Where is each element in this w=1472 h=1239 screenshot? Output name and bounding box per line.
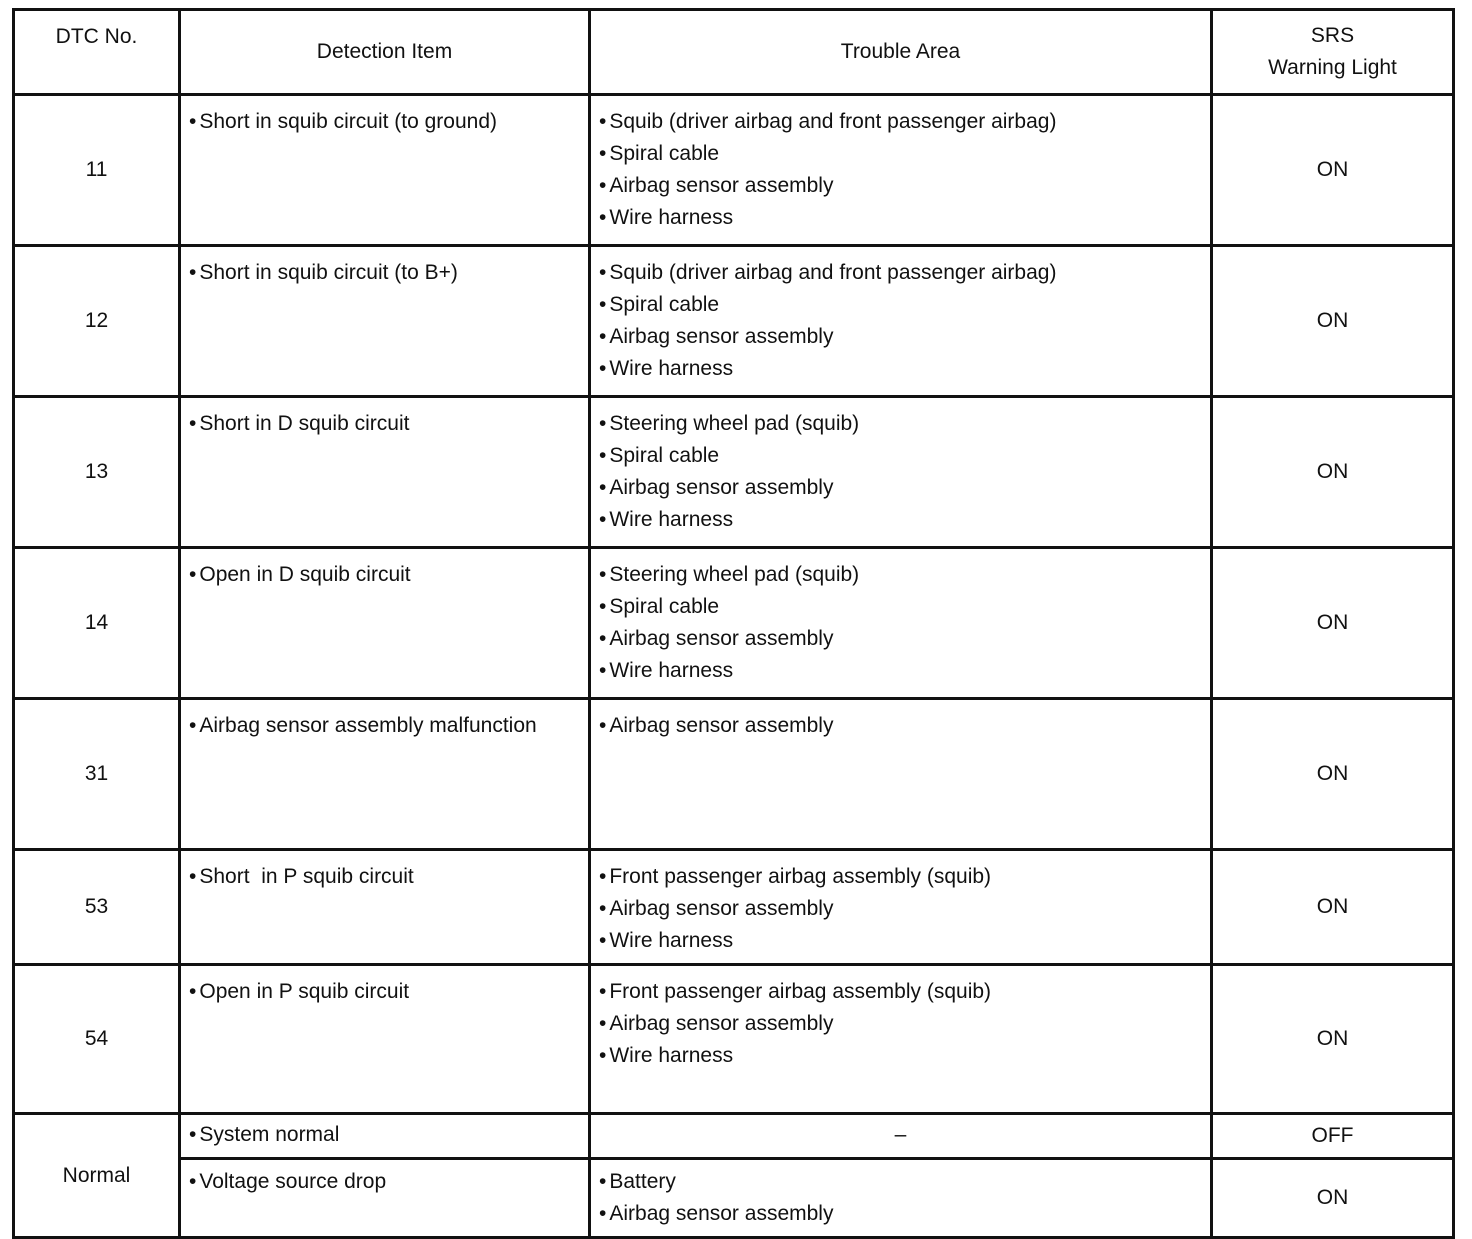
header-srs: [1212, 10, 1454, 95]
header-dtc: DTC No.: [14, 10, 180, 95]
srs-light-status: OFF: [1212, 1114, 1454, 1159]
srs-light-status: ON: [1212, 397, 1454, 548]
detection-item: • Airbag sensor assembly malfunction: [180, 699, 590, 850]
trouble-item: • Airbag sensor assembly: [599, 170, 1202, 202]
srs-light-status: ON: [1212, 850, 1454, 965]
dtc-code: 12: [14, 246, 180, 397]
trouble-item: • Front passenger airbag assembly (squib): [599, 861, 1202, 893]
dtc-table: [12, 8, 1455, 1239]
detection-item: • Voltage source drop: [180, 1159, 590, 1238]
detection-item: • Short in P squib circuit: [180, 850, 590, 965]
trouble-item: • Spiral cable: [599, 289, 1202, 321]
trouble-item: • Squib (driver airbag and front passenger airbag): [599, 106, 1202, 138]
trouble-item: • Wire harness: [599, 353, 1202, 385]
header-row: [14, 10, 1454, 95]
trouble-area: [590, 965, 1212, 1114]
dtc-code: 31: [14, 699, 180, 850]
dtc-code: 54: [14, 965, 180, 1114]
header-srs-line1: SRS: [1310, 24, 1355, 47]
header-srs-line2: Warning Light: [1268, 56, 1397, 79]
trouble-item: • Wire harness: [599, 655, 1202, 687]
trouble-item: • Airbag sensor assembly: [599, 623, 1202, 655]
srs-light-status: ON: [1212, 95, 1454, 246]
trouble-item: • Spiral cable: [599, 138, 1202, 170]
trouble-item: • Spiral cable: [599, 440, 1202, 472]
trouble-item: • Steering wheel pad (squib): [599, 559, 1202, 591]
trouble-area: [590, 850, 1212, 965]
detection-item: • Short in D squib circuit: [180, 397, 590, 548]
trouble-item: • Airbag sensor assembly: [599, 1198, 1202, 1230]
trouble-item: • Wire harness: [599, 202, 1202, 234]
table-row: [14, 1114, 1454, 1159]
trouble-item: • Battery: [599, 1166, 1202, 1198]
table-row: [14, 246, 1454, 397]
dtc-code: 53: [14, 850, 180, 965]
table-row: [14, 95, 1454, 246]
trouble-item: • Wire harness: [599, 504, 1202, 536]
srs-light-status: ON: [1212, 965, 1454, 1114]
table-row: [14, 699, 1454, 850]
detection-item: • Open in P squib circuit: [180, 965, 590, 1114]
header-detection: Detection Item: [180, 10, 590, 95]
trouble-item: • Squib (driver airbag and front passenger airbag): [599, 257, 1202, 289]
detection-item: • System normal: [180, 1114, 590, 1159]
trouble-item: • Wire harness: [599, 925, 1202, 957]
dtc-code: Normal: [14, 1114, 180, 1238]
trouble-item: • Airbag sensor assembly: [599, 472, 1202, 504]
table-row: [14, 548, 1454, 699]
trouble-area: [590, 397, 1212, 548]
trouble-area: [590, 699, 1212, 850]
trouble-item: • Front passenger airbag assembly (squib): [599, 976, 1202, 1008]
table-row: [14, 397, 1454, 548]
trouble-item: • Airbag sensor assembly: [599, 1008, 1202, 1040]
trouble-item: • Spiral cable: [599, 591, 1202, 623]
trouble-area: [590, 548, 1212, 699]
trouble-item: • Steering wheel pad (squib): [599, 408, 1202, 440]
trouble-item: • Airbag sensor assembly: [599, 710, 1202, 742]
trouble-area: [590, 246, 1212, 397]
detection-item: • Short in squib circuit (to ground): [180, 95, 590, 246]
trouble-item: • Wire harness: [599, 1040, 1202, 1072]
table-row: [14, 850, 1454, 965]
dtc-code: 13: [14, 397, 180, 548]
table-row: [14, 1159, 1454, 1238]
trouble-item: • Airbag sensor assembly: [599, 321, 1202, 353]
dtc-code: 14: [14, 548, 180, 699]
srs-light-status: ON: [1212, 246, 1454, 397]
trouble-area: [590, 95, 1212, 246]
detection-item: • Short in squib circuit (to B+): [180, 246, 590, 397]
header-trouble: Trouble Area: [590, 10, 1212, 95]
srs-light-status: ON: [1212, 548, 1454, 699]
dtc-code: 11: [14, 95, 180, 246]
table-row: [14, 965, 1454, 1114]
srs-light-status: ON: [1212, 699, 1454, 850]
srs-light-status: ON: [1212, 1159, 1454, 1238]
detection-item: • Open in D squib circuit: [180, 548, 590, 699]
trouble-item: • Airbag sensor assembly: [599, 893, 1202, 925]
trouble-area: –: [590, 1114, 1212, 1159]
trouble-area: [590, 1159, 1212, 1238]
